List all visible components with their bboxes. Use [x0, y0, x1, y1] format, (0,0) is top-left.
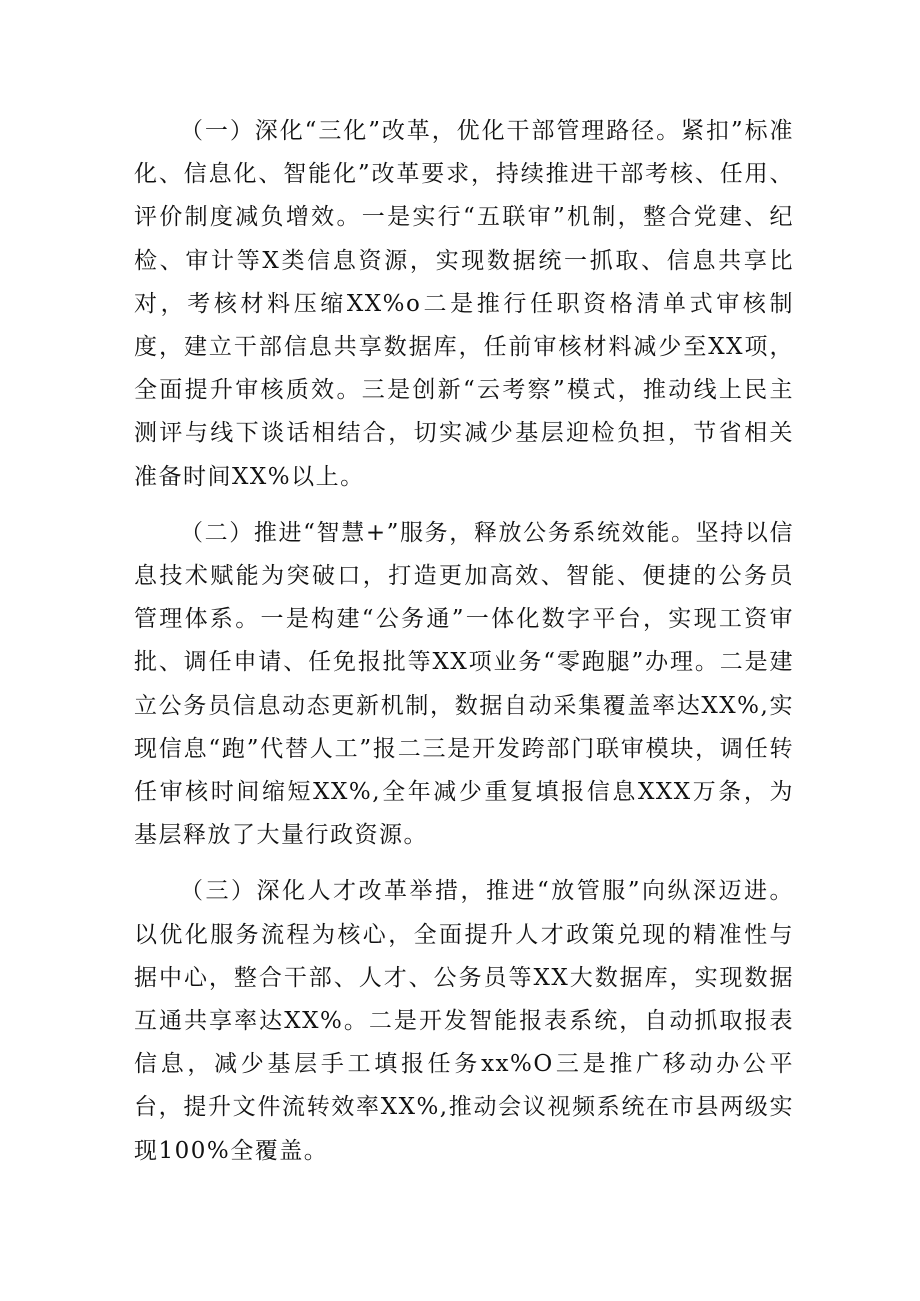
paragraph-talent-reform: （三）深化人才改革举措，推进“放管服”向纵深迈进。以优化服务流程为核心，全面提升人才政策兑现的精准性与据中心，整合干部、人才、公务员等XX大数据库，实现数据互通共享率达XX%。二是开发智能报表系统，自动抓取报表信息，减少基层手工填报任务xx%O三是推广移动办公平台，提升文件流转效率XX%,推动会议视频系统在市县两级实现100%全覆盖。 — [134, 878, 794, 1164]
document-body — [134, 110, 794, 1173]
paragraph-cadre-management: （一）深化“三化”改革，优化干部管理路径。紧扣”标准化、信息化、智能化”改革要求，持续推进干部考核、任用、评价制度减负增效。一是实行“五联审”机制，整合党建、纪检、审计等X类信息资源，实现数据统一抓取、信息共享比对，考核材料压缩XX%o二是推行任职资格清单式审核制度，建立干部信息共享数据库，任前审核材料减少至XX项，全面提升审核质效。三是创新“云考察”模式，推动线上民主测评与线下谈话相结合，切实减少基层迎检负担，节省相关准备时间XX%以上。 — [134, 118, 794, 490]
paragraph-smart-service: （二）推进“智慧+”服务，释放公务系统效能。坚持以信息技术赋能为突破口，打造更加高效、智能、便捷的公务员管理体系。一是构建“公务通”一体化数字平台，实现工资审批、调任申请、任免报批等XX项业务“零跑腿”办理。二是建立公务员信息动态更新机制，数据自动采集覆盖率达XX%,实现信息“跑”代替人工”报二三是开发跨部门联审模块，调任转任审核时间缩短XX%,全年减少重复填报信息XXX万条，为基层释放了大量行政资源。 — [134, 519, 794, 849]
